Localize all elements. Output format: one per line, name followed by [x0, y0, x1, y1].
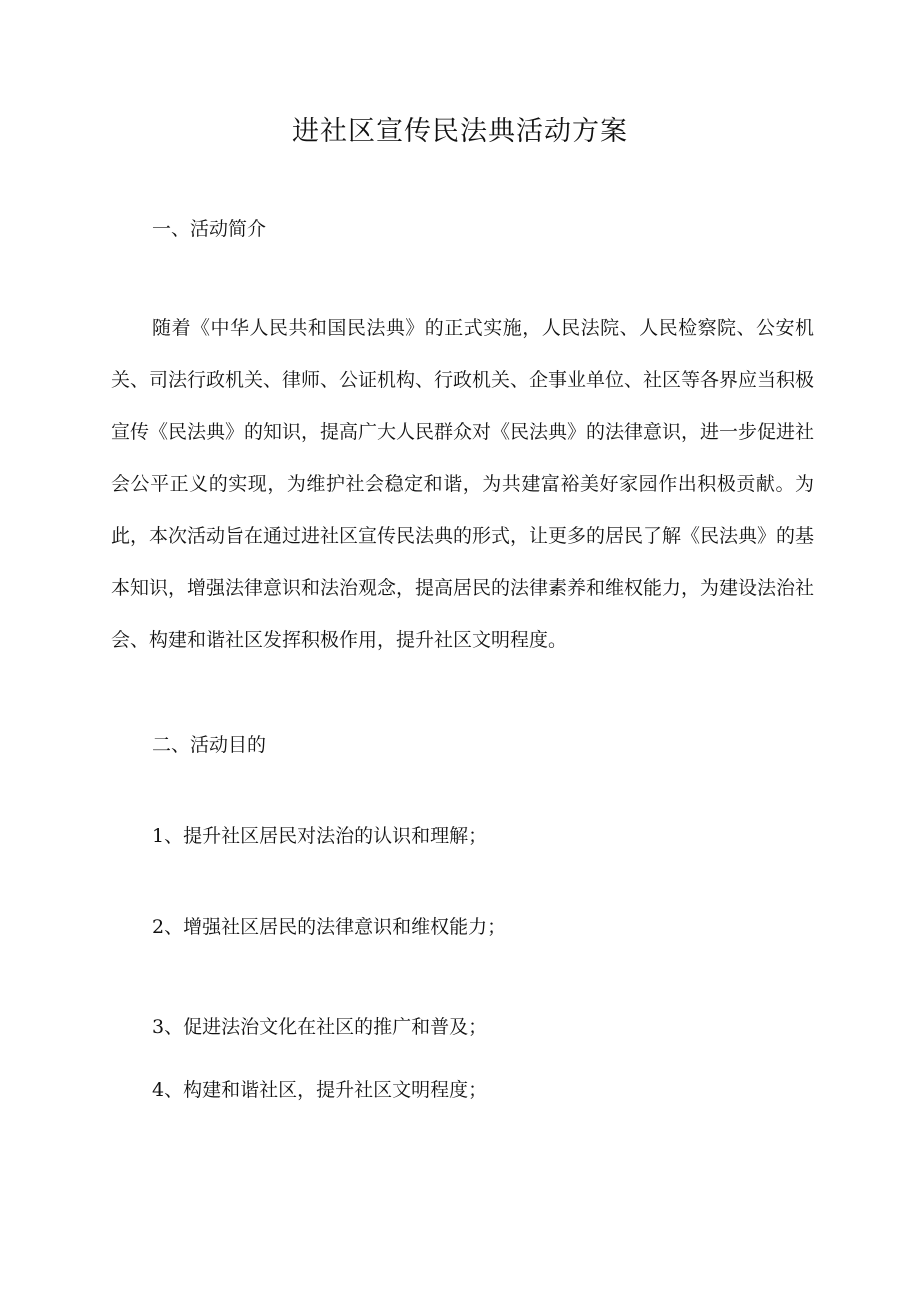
purpose-list-item: 2、增强社区居民的法律意识和维权能力；: [152, 916, 507, 938]
section-heading-purpose: 二、活动目的: [152, 734, 267, 756]
purpose-list-item: 3、促进法治文化在社区的推广和普及；: [152, 1016, 488, 1038]
document-title: 进社区宣传民法典活动方案: [292, 116, 628, 147]
intro-paragraph: 随着《中华人民共和国民法典》的正式实施，人民法院、人民检察院、公安机关、司法行政机关、律师、公证机构、行政机关、企事业单位、社区等各界应当积极宣传《民法典》的知识，提高广大人民群众对《民法典》的法律意识，进一步促进社会公平正义的实现，为维护社会稳定和谐，为共建富裕美好家园作出积极贡献。为此，本次活动旨在通过进社区宣传民法典的形式，让更多的居民了解《民法典》的基本知识，增强法律意识和法治观念，提高居民的法律素养和维权能力，为建设法治社会、构建和谐社区发挥积极作用，提升社区文明程度。: [111, 317, 815, 651]
purpose-list-item: 1、提升社区居民对法治的认识和理解；: [152, 825, 488, 847]
section-heading-intro: 一、活动简介: [152, 218, 267, 240]
purpose-list-item: 4、构建和谐社区，提升社区文明程度；: [152, 1079, 488, 1101]
